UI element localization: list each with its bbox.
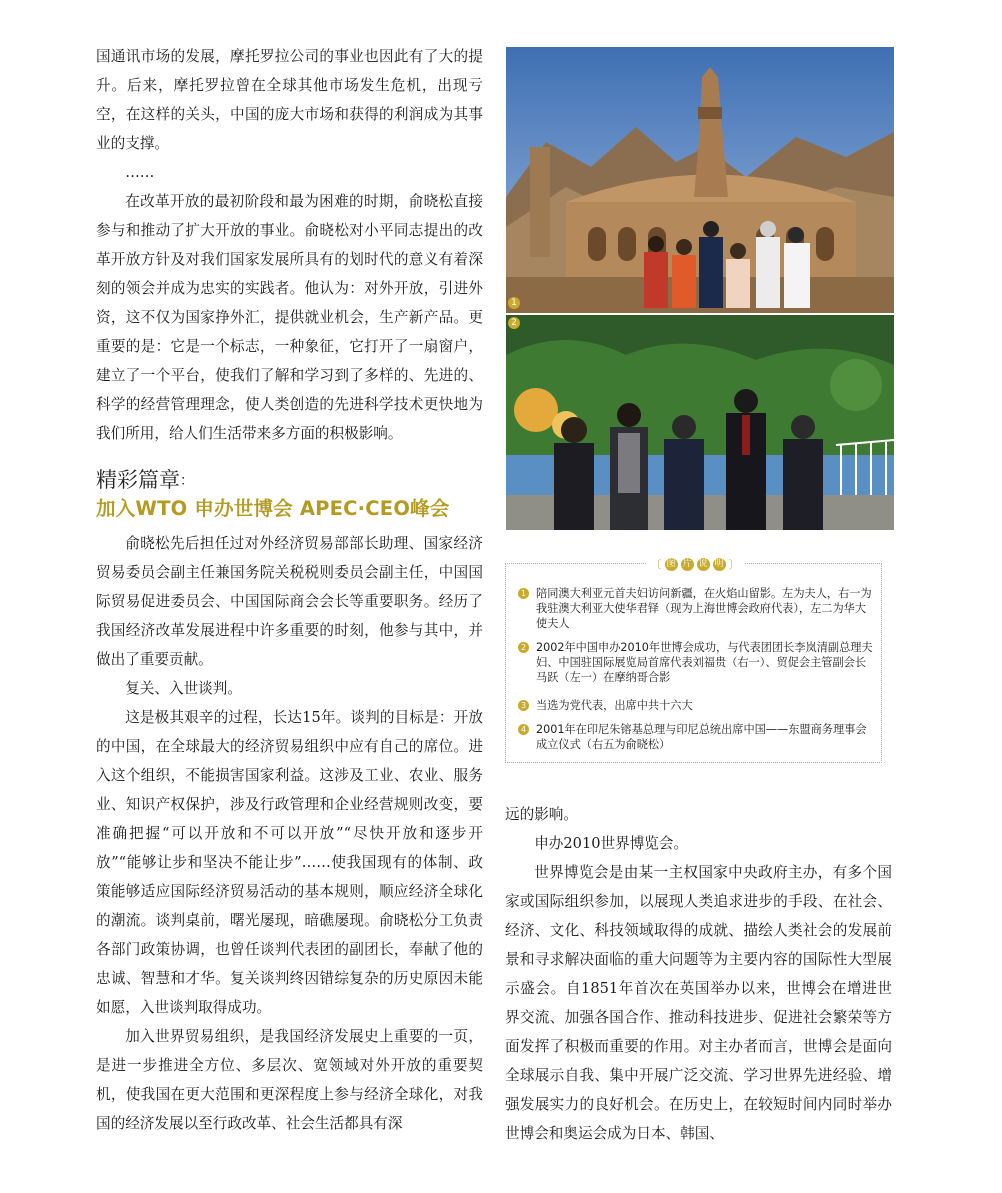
paragraph-wto: 这是极其艰辛的过程，长达15年。谈判的目标是：开放的中国，在全球最大的经济贸易组织中应有自己的席位。进入这个组织，不能损害国家利益。这涉及工业、农业、服务业、知识产权保护，涉及行政管理和企业经营规则改变，要准确把握“可以开放和不可以开放”“尽快开放和逐步开放”“能够让步和坚决不能让步”……使我国现有的体制、政策能够适应国际经济贸易活动的基本规则，顺应经济全球化的潮流。谈判桌前，曙光屡现，暗礁屡现。俞晓松分工负责各部门政策协调，也曾任谈判代表团的副团长，奉献了他的忠诚、智慧和才华。复关谈判终因错综复杂的历史原因未能如愿，入世谈判取得成功。 [96, 709, 483, 1016]
caption-number: 2 [518, 642, 529, 653]
section-title: 加入WTO 申办世博会 APEC·CEO峰会 [96, 497, 450, 520]
caption-text: 陪同澳大利亚元首夫妇访问新疆，在火焰山留影。左为夫人，右一为我驻澳大利亚大使华君铎（现为上海世博会政府代表），左二为华大使夫人 [536, 587, 872, 630]
caption-heading-char: 片 [682, 558, 692, 569]
caption-text: 2001年在印尼朱镕基总理与印尼总统出席中国——东盟商务理事会成立仪式（右五为俞晓松） [536, 723, 867, 751]
left-column [96, 42, 483, 1138]
paragraph-reform: 在改革开放的最初阶段和最为困难的时期，俞晓松直接参与和推动了扩大开放的事业。俞晓松对小平同志提出的改革开放方针及对我们国家发展所具有的划时代的意义有着深刻的领会并成为忠实的实践者。他认为：对外开放，引进外资，这不仅为国家挣外汇，提供就业机会，生产新产品。更重要的是：它是一个标志，一种象征，它打开了一扇窗户，建立了一个平台，使我们了解和学习到了多样的、先进的、科学的经营管理理念，使人类创造的先进科学技术更快地为我们所用，给人们生活带来多方面的积极影响。 [96, 193, 483, 442]
caption-item [518, 640, 874, 685]
caption-text: 2002年中国申办2010年世博会成功，与代表团团长李岚清副总理夫妇、中国驻国际展览局首席代表刘福贵（右一）、贸促会主管副会长马跃（左一）在摩纳哥合影 [536, 641, 873, 684]
caption-item [518, 698, 874, 713]
caption-number: 3 [518, 700, 529, 711]
paragraph-join-wto: 加入世界贸易组织，是我国经济发展史上重要的一页，是进一步推进全方位、多层次、宽领域对外开放的重要契机，使我国在更大范围和更深程度上参与经济全球化，对我国的经济发展以至行政改革、社会生活都具有深 [96, 1028, 483, 1132]
caption-heading-bracket-right: 〕 [728, 558, 740, 571]
caption-number: 1 [518, 588, 529, 599]
section-label [96, 466, 483, 495]
photo-number-badge: 2 [508, 317, 520, 329]
photo-flaming-mountain [506, 47, 894, 313]
caption-heading-char: 图 [666, 558, 676, 569]
caption-heading-char: 说 [698, 558, 708, 569]
subheading-expo: 申办2010世界博览会。 [534, 835, 689, 852]
caption-number: 4 [518, 724, 529, 735]
caption-text: 当选为党代表，出席中共十六大 [536, 699, 693, 712]
photo-monaco-group [506, 315, 894, 530]
caption-heading [646, 557, 744, 571]
paragraph-continuation: 远的影响。 [505, 806, 578, 823]
ellipsis: …… [125, 164, 155, 181]
section-label-text: 精彩篇章 [96, 468, 180, 492]
caption-heading-bracket-left: 〔 [650, 558, 662, 571]
caption-heading-char: 明 [714, 558, 724, 569]
subheading-wto: 复关、入世谈判。 [125, 680, 242, 697]
photo-number-badge: 1 [508, 297, 520, 309]
paragraph-expo: 世界博览会是由某一主权国家中央政府主办，有多个国家或国际组织参加，以展现人类追求进步的手段、在社会、经济、文化、科技领域取得的成就、描绘人类社会的发展前景和寻求解决面临的重大问题等为主要内容的国际性大型展示盛会。自1851年首次在英国举办以来，世博会在增进世界交流、加强各国合作、推动科技进步、促进社会繁荣等方面发挥了积极而重要的作用。对主办者而言，世博会是面向全球展示自我、集中开展广泛交流、学习世界先进经验、增强发展实力的良好机会。在历史上，在较短时间内同时举办世博会和奥运会成为日本、韩国、 [505, 864, 892, 1142]
section-label-colon: ： [180, 473, 194, 489]
caption-item [518, 586, 874, 631]
photo-caption-box [505, 558, 882, 763]
paragraph-positions: 俞晓松先后担任过对外经济贸易部部长助理、国家经济贸易委员会副主任兼国务院关税税则委员会副主任，中国国际贸易促进委员会、中国国际商会会长等重要职务。经历了我国经济改革发展进程中许多重要的时刻，他参与其中，并做出了重要贡献。 [96, 535, 483, 668]
right-column [505, 800, 892, 1148]
caption-item [518, 722, 874, 752]
paragraph-intro: 国通讯市场的发展，摩托罗拉公司的事业也因此有了大的提升。后来，摩托罗拉曾在全球其他市场发生危机，出现亏空，在这样的关头，中国的庞大市场和获得的利润成为其事业的支撑。 [96, 48, 483, 152]
